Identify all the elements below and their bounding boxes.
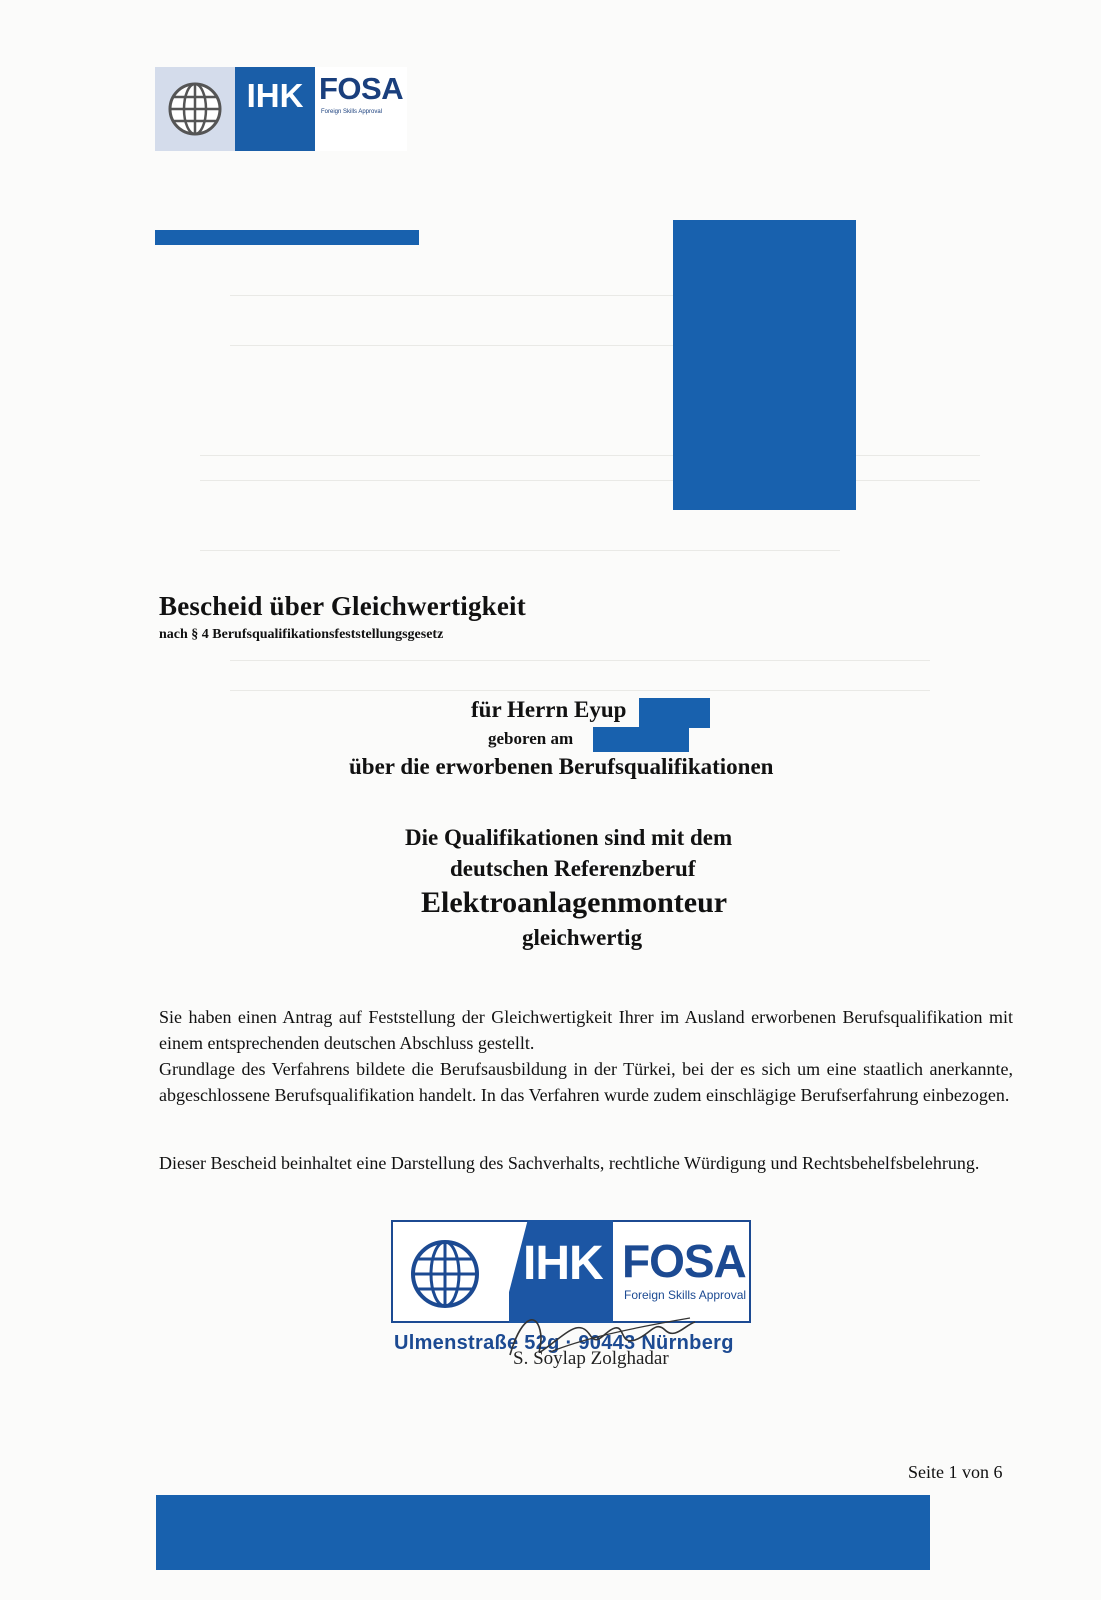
- birth-label: geboren am: [488, 729, 574, 748]
- globe-icon: [155, 67, 235, 151]
- signer-name: S. Soylap Zolghadar: [513, 1348, 669, 1369]
- recipient-name: für Herrn Eyup: [471, 697, 627, 722]
- redaction-birthdate: [593, 727, 689, 752]
- stamp-fosa-text: FOSA: [622, 1235, 746, 1287]
- page-number: Seite 1 von 6: [908, 1462, 1003, 1482]
- body-paragraph-1: [159, 1004, 1013, 1108]
- redaction-footer: [156, 1495, 930, 1570]
- reference-profession: Elektroanlagenmonteur: [421, 886, 728, 919]
- body-paragraph-1b: Grundlage des Verfahrens bildete die Berufsausbildung in der Türkei, bei der es sich um eine staatlich anerkannte, abgeschlossene Berufsqualifikation handelt. In das Verfahren wurde zudem einschlägige Berufserfahrung einbezogen.: [159, 1059, 1013, 1105]
- decision-line-2: deutschen Referenzberuf: [450, 856, 696, 881]
- logo-ihk-text: IHK: [235, 67, 315, 151]
- redaction-surname: [639, 698, 710, 728]
- redaction-bar-address: [155, 230, 419, 245]
- stamp-address: Ulmenstraße 52g · 90443 Nürnberg: [394, 1332, 734, 1354]
- bleed-through-line: [230, 690, 930, 691]
- bleed-through-line: [200, 455, 980, 456]
- logo-tagline: Foreign Skills Approval: [321, 109, 383, 115]
- redaction-block-sidebar: [673, 220, 856, 510]
- stamp-globe-icon: [409, 1238, 481, 1310]
- document-subtitle: nach § 4 Berufsqualifikationsfeststellungsgesetz: [159, 627, 444, 642]
- bleed-through-line: [230, 660, 930, 661]
- recipient-qualification-line: über die erworbenen Berufsqualifikationen: [349, 754, 774, 779]
- logo-fosa-text: FOSA: [319, 71, 404, 106]
- stamp-ihk-text: IHK: [523, 1237, 603, 1290]
- bleed-through-line: [200, 550, 840, 551]
- stamp-tagline: Foreign Skills Approval: [624, 1288, 747, 1302]
- decision-line-1: Die Qualifikationen sind mit dem: [405, 825, 733, 850]
- ihk-fosa-logo: [155, 67, 407, 151]
- body-paragraph-1a: Sie haben einen Antrag auf Feststellung der Gleichwertigkeit Ihrer im Ausland erworbenen Berufsqualifikation mit einem entsprechenden deutschen Abschluss gestellt.: [159, 1007, 1013, 1053]
- bleed-through-line: [200, 480, 980, 481]
- decision-line-4: gleichwertig: [522, 925, 643, 950]
- body-paragraph-2: Dieser Bescheid beinhaltet eine Darstellung des Sachverhalts, rechtliche Würdigung und Rechtsbehelfsbelehrung.: [159, 1153, 980, 1173]
- document-title: Bescheid über Gleichwertigkeit: [159, 591, 526, 621]
